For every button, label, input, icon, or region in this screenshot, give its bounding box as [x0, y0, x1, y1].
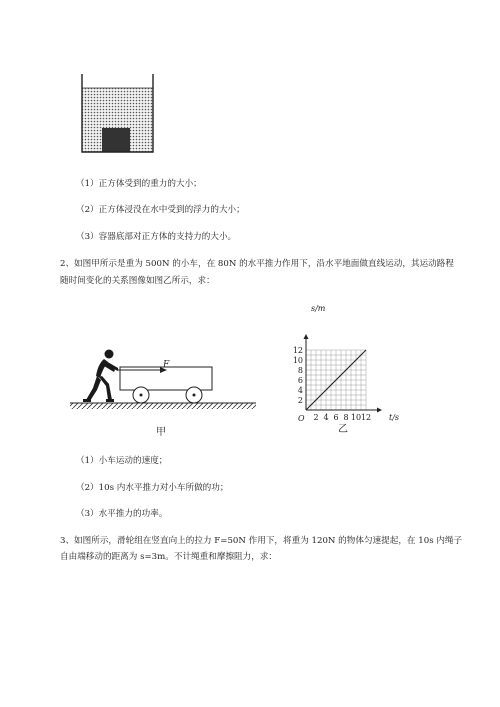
- y-axis-label: s/m: [311, 304, 326, 313]
- y-axis-arrow: [304, 334, 309, 339]
- cube: [102, 128, 130, 152]
- q2-sub1: （1）小车运动的速度；: [76, 456, 168, 466]
- x-tick-label: 8: [343, 413, 349, 422]
- ground-hatch: [70, 403, 256, 409]
- q3-stem-line2: 自由端移动的距离为 s=3m。不计绳重和摩擦阻力，求：: [60, 552, 278, 562]
- figure-left-caption: 甲: [156, 427, 166, 438]
- x-tick-label: 10: [350, 413, 362, 422]
- cart-wheel-right: [186, 387, 202, 403]
- x-tick-label: 4: [323, 413, 329, 422]
- x-tick-label: 6: [333, 413, 339, 422]
- st-graph: [286, 302, 416, 437]
- q2-stem-line2: 随时间变化的关系图像如图乙所示，求：: [60, 276, 215, 286]
- q1-sub1: （1）正方体受到的重力的大小；: [76, 179, 202, 189]
- q1-sub2: （2）正方体浸没在水中受到的浮力的大小；: [76, 205, 245, 215]
- y-tick-label: 12: [292, 346, 303, 355]
- x-tick-label: 12: [360, 413, 372, 422]
- x-tick-label: 2: [313, 413, 319, 422]
- x-axis-label: t/s: [389, 413, 400, 422]
- chart-caption: 乙: [338, 424, 348, 435]
- y-tick-label: 4: [297, 386, 303, 395]
- y-tick-label: 2: [297, 396, 303, 405]
- q2-sub2: （2）10s 内水平推力对小车所做的功；: [76, 483, 229, 493]
- q2-sub3: （3）水平推力的功率。: [76, 509, 168, 519]
- y-tick-label: 10: [292, 356, 303, 365]
- person-silhouette: [83, 350, 118, 403]
- force-label: F: [163, 360, 170, 370]
- q3-stem-line1: 3、如图所示，滑轮组在竖直向上的拉力 F=50N 作用下，将重为 120N 的物体匀速提起，在 10s 内绳子: [60, 536, 463, 546]
- container-figure: [78, 72, 158, 154]
- cart-wheel-left: [133, 387, 149, 403]
- y-tick-label: 8: [297, 366, 303, 375]
- x-axis-arrow: [377, 408, 382, 413]
- origin-label: O: [298, 414, 305, 423]
- cart-figure: [68, 348, 260, 443]
- q1-sub3: （3）容器底部对正方体的支持力的大小。: [76, 232, 237, 242]
- y-tick-label: 6: [297, 376, 303, 385]
- q2-stem-line1: 2、如图甲所示是重为 500N 的小车，在 80N 的水平推力作用下，沿水平地面做直线运动，其运动路程: [60, 259, 454, 269]
